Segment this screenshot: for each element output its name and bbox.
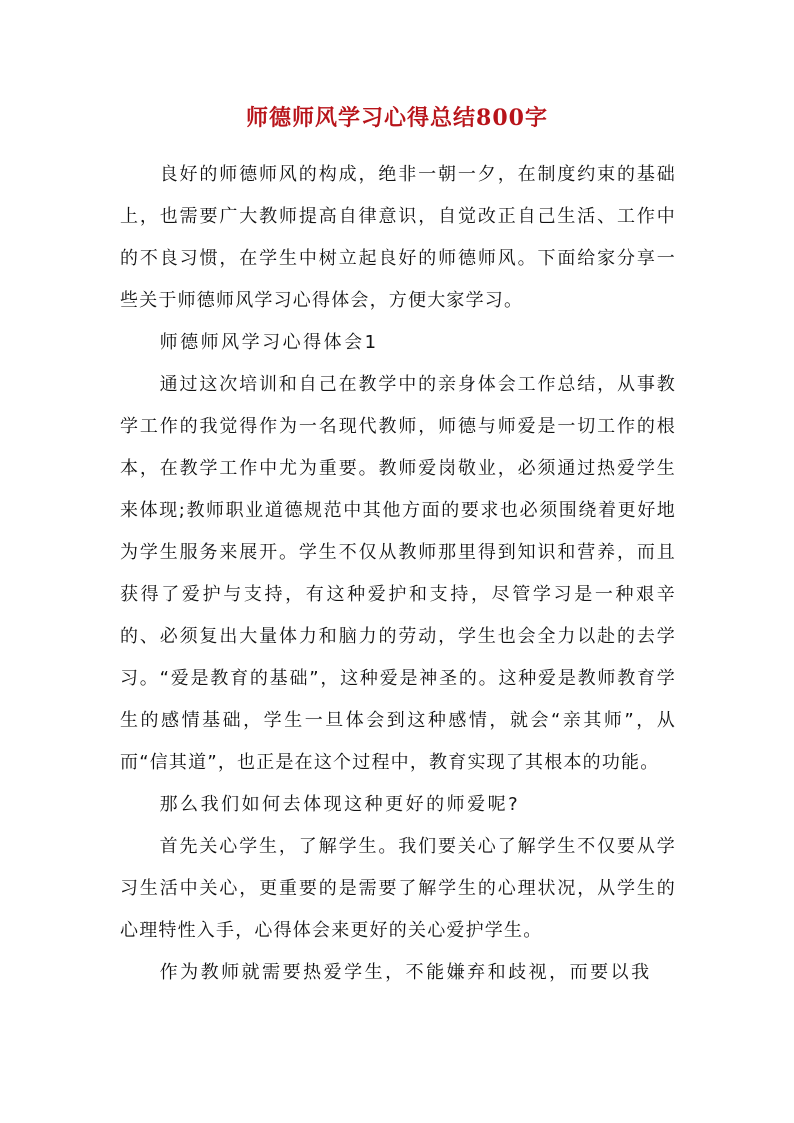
- paragraph-main: 通过这次培训和自己在教学中的亲身体会工作总结，从事教学工作的我觉得作为一名现代教师，师德与师爱是一切工作的根本，在教学工作中尤为重要。教师爱岗敬业，必须通过热爱学生来体现;教师职业道德规范中其他方面的要求也必须围绕着更好地为学生服务来展开。学生不仅从教师那里得到知识和营养，而且获得了爱护与支持，有这种爱护和支持，尽管学习是一种艰辛的、必须复出大量体力和脑力的劳动，学生也会全力以赴的去学习。“爱是教育的基础”，这种爱是神圣的。这种爱是教师教育学生的感情基础，学生一旦体会到这种感情，就会“亲其师”，从而“信其道”，也正是在这个过程中，教育实现了其根本的功能。: [120, 374, 676, 773]
- paragraph-love: 作为教师就需要热爱学生，不能嫌弃和歧视，而要以我: [159, 962, 652, 983]
- document-title: 师德师风学习心得总结800字: [246, 105, 548, 131]
- section-heading-1: 师德师风学习心得体会1: [159, 332, 379, 353]
- document-body: [120, 154, 676, 994]
- paragraph-question: 那么我们如何去体现这种更好的师爱呢?: [159, 794, 521, 815]
- paragraph-intro: 良好的师德师风的构成，绝非一朝一夕，在制度约束的基础上，也需要广大教师提高自律意识，自觉改正自己生活、工作中的不良习惯，在学生中树立起良好的师德师风。下面给家分享一些关于师德师风学习心得体会，方便大家学习。: [120, 164, 676, 311]
- paragraph-care: 首先关心学生，了解学生。我们要关心了解学生不仅要从学习生活中关心，更重要的是需要了解学生的心理状况，从学生的心理特性入手，心得体会来更好的关心爱护学生。: [120, 836, 676, 941]
